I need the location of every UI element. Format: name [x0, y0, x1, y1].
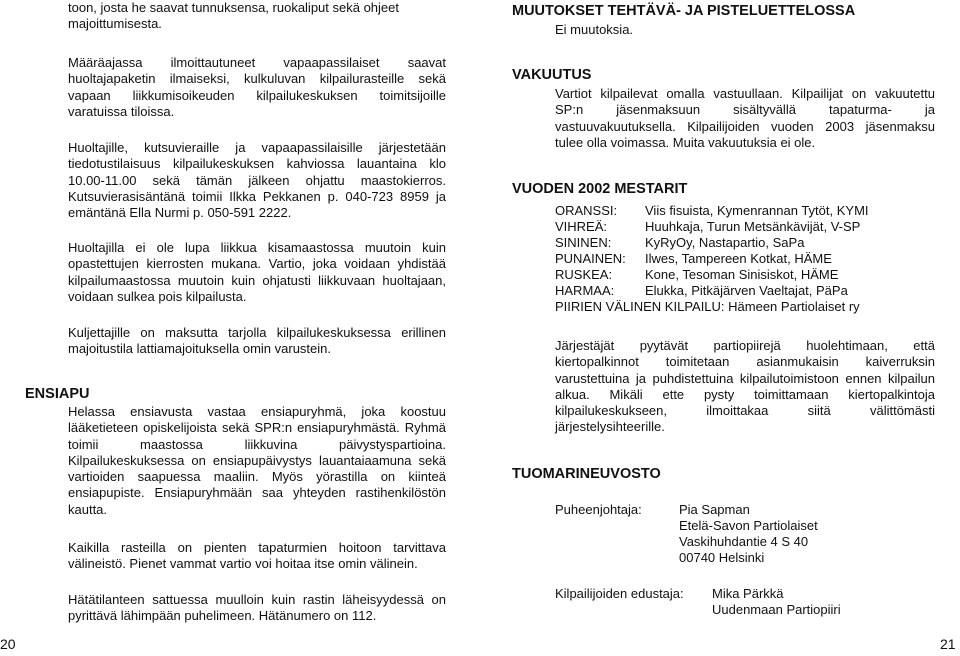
rep-label: Kilpailijoiden edustaja:	[555, 586, 684, 601]
chair-label: Puheenjohtaja:	[555, 502, 642, 517]
chair-line: Etelä-Savon Partiolaiset	[679, 518, 818, 533]
rep-line: Uudenmaan Partiopiiri	[712, 602, 841, 617]
intro-text	[68, 0, 446, 33]
series-teams: Kone, Tesoman Sinisiskot, HÄME	[645, 267, 839, 282]
insurance-text: Vartiot kilpailevat omalla vastuullaan. Kilpailijat on vakuutettu SP:n jäsenmaksuun sisältyvällä tapaturma- ja vastuuvakuutuksella. Kilpailijoiden vuoden 2003 jäsenmaksu tulee olla voimassa. Muita vakuutuksia ei ole.	[555, 86, 935, 150]
ensiapu-paragraph: Helassa ensiavusta vastaa ensiapuryhmä, joka koostuu lääketieteen opiskelijoista sekä SPR:n ensiapuryhmästä. Ryhmä toimii maastossa liikkuvina päivystyspartioina. Kilpailukeskuksessa on ensiapupäivystys lauantaiaamuna sekä vartioiden saapuessa maaliin. Myös yörastilla on kiinteä ensiapupiste. Ensiapuryhmään saa yhteyden rastihenkilöstön kautta.	[68, 404, 446, 517]
chair-line: Pia Sapman	[679, 502, 750, 517]
emergency-paragraph: Hätätilanteen sattuessa muulloin kuin rastin läheisyydessä on pyrittävä lähimpään puhelimeen. Hätänumero on 112.	[68, 592, 446, 624]
intro-line: toon, josta he saavat tunnuksensa, ruokaliput sekä ohjeet	[68, 0, 399, 15]
changes-text: Ei muutoksia.	[555, 22, 634, 37]
page-number-left: 20	[0, 636, 16, 652]
chair-line: 00740 Helsinki	[679, 550, 765, 565]
page-number-right: 21	[940, 636, 956, 652]
rep-line: Mika Pärkkä	[712, 586, 784, 601]
trophies-paragraph: Järjestäjät pyytävät partiopiirejä huolehtimaan, että kiertopalkinnot toimitetaan asianmukaisin kaiverruksin varustettuina ja puhdistettuina kilpailutoimistoon ennen kilpailun alkua. Mikäli ette pysty toimittamaan kiertopalkintoja kilpailukeskukseen, ilmoittakaa siitä välittömästi järjestelysihteerille.	[555, 338, 935, 435]
series-label: HARMAA:	[555, 283, 615, 298]
champions-heading: VUODEN 2002 MESTARIT	[512, 181, 688, 197]
series-label: ORANSSI:	[555, 203, 618, 218]
jury-heading: TUOMARINEUVOSTO	[512, 466, 661, 482]
ensiapu-equipment-paragraph: Kaikilla rasteilla on pienten tapaturmien hoitoon tarvittava välineistö. Pienet vammat vartio voi hoitaa itse omin välinein.	[68, 540, 446, 572]
inter-district-text: PIIRIEN VÄLINEN KILPAILU: Hämeen Partiolaiset ry	[555, 299, 860, 314]
series-teams: Huuhkaja, Turun Metsänkävijät, V-SP	[645, 219, 861, 234]
drivers-paragraph: Kuljettajille on maksutta tarjolla kilpailukeskuksessa erillinen majoitustila lattiamajoituksella omin varustein.	[68, 325, 446, 357]
rep-details	[712, 586, 841, 618]
chair-details	[679, 502, 818, 566]
info-session-paragraph: Huoltajille, kutsuvieraille ja vapaapassilaisille järjestetään tiedotustilaisuus kilpailukeskuksen kahviossa lauantaina klo 10.00-11.00 sekä tämän jälkeen ohjattu maastokierros. Kutsuvierasisäntänä toimii Ilkka Pekkanen p. 040-723 8959 ja emäntänä Ella Nurmi p. 050-591 2222.	[68, 140, 446, 221]
series-teams: KyRyOy, Nastapartio, SaPa	[645, 235, 805, 250]
series-label: RUSKEA:	[555, 267, 613, 282]
series-label: PUNAINEN:	[555, 251, 626, 266]
series-teams: Ilwes, Tampereen Kotkat, HÄME	[645, 251, 832, 266]
series-teams: Viis fisuista, Kymenrannan Tytöt, KYMI	[645, 203, 869, 218]
series-label: VIHREÄ:	[555, 219, 608, 234]
registration-paragraph: Määräajassa ilmoittautuneet vapaapassilaiset saavat huoltajapaketin ilmaiseksi, kulkuluvan kilpailurasteille sekä vapaan liikkumisoikeuden kilpailukeskuksen toimitsijoille varatuissa tiloissa.	[68, 55, 446, 119]
series-teams: Elukka, Pitkäjärven Vaeltajat, PäPa	[645, 283, 848, 298]
terrain-rules-paragraph: Huoltajilla ei ole lupa liikkua kisamaastossa muutoin kuin opastettujen kierrosten mukana. Vartio, joka voidaan yhdistää kilpailumaastossa muutoin kuin ohjatusti liikkuvaan huoltajaan, voidaan sulkea pois kilpailusta.	[68, 240, 446, 304]
chair-line: Vaskihuhdantie 4 S 40	[679, 534, 809, 549]
changes-heading: MUUTOKSET TEHTÄVÄ- JA PISTELUETTELOSSA	[512, 3, 856, 19]
series-label: SININEN:	[555, 235, 612, 250]
insurance-heading: VAKUUTUS	[512, 67, 592, 83]
intro-line: majoittumisesta.	[68, 16, 162, 32]
ensiapu-heading: ENSIAPU	[25, 386, 90, 402]
